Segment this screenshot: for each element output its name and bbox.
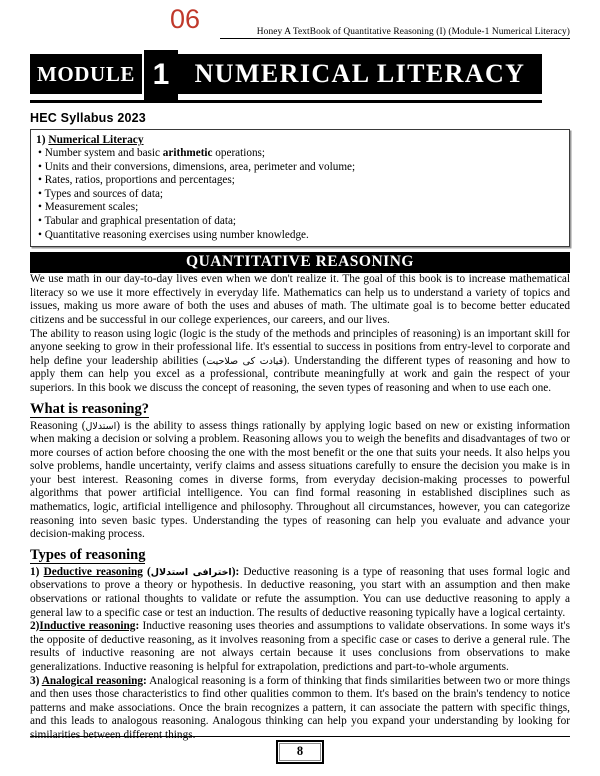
reasoning-type-colon: :	[135, 620, 140, 633]
syllabus-list-label: Numerical Literacy	[48, 134, 144, 146]
reasoning-type-label: Inductive reasoning	[39, 620, 136, 633]
syllabus-item-text: Units and their conversions, dimensions, area, perimeter and volume;	[44, 160, 356, 173]
running-head: Honey A TextBook of Quantitative Reasoning (I) (Module-1 Numerical Literacy)	[220, 27, 570, 39]
module-number-badge: 1	[144, 50, 178, 100]
syllabus-item	[36, 147, 564, 161]
reasoning-after-urdu: ) is the ability to assess things rationally by applying logic based on new or existing information when making a decision or solving a problem. Reasoning allows you to weigh the benefits and disadvantages of two or more courses of action before choosing the one with the most benefit or the one that suits your needs. It also helps you solve problems, handle uncertainty, verify claims and assess situations carefully to ensure the decision you make is in your best interest. Reasoning comes in diverse forms, from everyday decision-making processes to powerful algorithms that power artificial intelligence. You can find formal reasoning in established disciplines such as mathematics, logic, artificial intelligence and philosophy. Throughout all circumstances, however, you can categorize reasoning into seven basic types. Understanding the types of reasoning can help you evaluate and advance your decision-making process.	[30, 419, 570, 541]
syllabus-item	[36, 174, 564, 188]
bullet-icon: •	[38, 214, 45, 227]
page-header	[30, 0, 570, 48]
syllabus-item-list	[36, 147, 564, 242]
intro-p2-before-urdu: The ability to reason using logic (logic is the study of the methods and principles of reasoning) is an important skill for anyone seeking to grow in their professional life. It's essential to success in positions from entry-level to corporate and help define your leadership abilities (	[30, 327, 570, 367]
what-is-reasoning-heading: What is reasoning?	[30, 400, 149, 417]
syllabus-item-text: Quantitative reasoning exercises using number knowledge.	[44, 228, 309, 241]
bullet-icon: •	[38, 187, 45, 200]
reasoning-before-urdu: Reasoning (	[30, 419, 86, 432]
syllabus-item-emphasis: arithmetic	[162, 147, 213, 159]
reasoning-type-colon: :	[235, 565, 240, 578]
bullet-icon: •	[38, 201, 45, 214]
chapter-number: 06	[170, 4, 201, 34]
syllabus-item	[36, 229, 564, 243]
bullet-icon: •	[38, 147, 45, 159]
reasoning-type-text: Deductive reasoning is a type of reasoning that uses formal logic and observations to prove a theory or hypothesis. In deductive reasoning, you start with an assumption and then make observations or rational thoughts to validate or refute the assumption. You can use deductive reasoning to apply a general law to a specific case or test an induction. The results of deductive reasoning typically have a logical certainty.	[30, 565, 570, 619]
reasoning-type-paragraph	[30, 675, 570, 743]
syllabus-item-text: Types and sources of data;	[44, 187, 164, 200]
syllabus-item-text: Tabular and graphical presentation of data;	[44, 214, 237, 227]
syllabus-item-text: Rates, ratios, proportions and percentages;	[44, 174, 235, 187]
page-number: 8	[279, 743, 321, 761]
reasoning-type-list	[30, 566, 570, 743]
reasoning-type-text: Inductive reasoning uses theories and assumptions to validate observations. In some ways it's the opposite of deductive reasoning, as it involves reasoning from a specific case or cases to derive a general rule. The results of inductive reasoning are not always certain because it uses conclusions from observations to make generalizations. Inductive reasoning is helpful for extrapolation, predictions and part-to-whole arguments.	[30, 620, 570, 673]
module-title: NUMERICAL LITERACY	[178, 54, 542, 94]
bullet-icon: •	[38, 228, 45, 241]
types-of-reasoning-heading: Types of reasoning	[30, 546, 146, 563]
footer-divider	[30, 736, 570, 737]
reasoning-type-number: 1)	[30, 565, 44, 578]
bullet-icon: •	[38, 160, 45, 173]
syllabus-item-text-tail: operations;	[212, 147, 266, 159]
intro-paragraph-1: We use math in our day-to-day lives even when we don't realize it. The goal of this book is to increase mathematical literacy so we use it more effectively in everyday life. Mathematics can help us to understand a variety of topics and issues, making us more aware of both the uses and abuses of math. The ultimate goal is to become better educated citizens and be successful in our college experiences, our careers, and our lives.	[30, 273, 570, 326]
reasoning-type-label: Analogical reasoning	[41, 674, 144, 687]
syllabus-item-text: Number system and basic	[44, 147, 163, 159]
urdu-leadership-abilities: قیادت کی صلاحیت	[206, 355, 284, 367]
syllabus-item-text: Measurement scales;	[44, 201, 139, 214]
bullet-icon: •	[38, 174, 45, 187]
syllabus-item	[36, 201, 564, 215]
reasoning-type-paragraph	[30, 566, 570, 620]
page-number-wrap	[30, 740, 570, 764]
syllabus-heading: HEC Syllabus 2023	[30, 111, 146, 125]
reasoning-type-paren-open: (	[142, 565, 151, 578]
syllabus-item	[36, 188, 564, 202]
quantitative-reasoning-banner: QUANTITATIVE REASONING	[30, 252, 570, 273]
types-of-reasoning-heading-wrap	[30, 544, 570, 565]
reasoning-type-text: Analogical reasoning is a form of thinking that finds similarities between two or more things and then uses those characteristics to find other qualities common to them. It's based on the brain's tendency to notice patterns and make associations. Once the brain recognizes a pattern, it can associate the pattern with specific things, and this leads to analogous reasoning. Analogous thinking can help you expand your understanding by looking for similarities between different things.	[30, 674, 570, 741]
banner-divider	[30, 100, 542, 103]
syllabus-item	[36, 215, 564, 229]
syllabus-box	[30, 129, 570, 247]
reasoning-type-number: 3)	[30, 674, 42, 687]
syllabus-item	[36, 161, 564, 175]
reasoning-type-number: 2)	[30, 620, 40, 633]
reasoning-type-colon: :	[143, 674, 147, 687]
module-word-label: MODULE	[30, 54, 142, 94]
syllabus-list-title	[36, 134, 564, 146]
reasoning-type-label: Deductive reasoning	[43, 565, 143, 578]
what-is-reasoning-heading-wrap	[30, 398, 570, 419]
module-banner	[30, 50, 570, 102]
urdu-deductive-reasoning: اخترافی استدلال	[150, 566, 232, 578]
urdu-istidlal: استدلال	[85, 420, 117, 432]
intro-paragraph-2	[30, 328, 570, 396]
page-footer	[30, 736, 570, 764]
what-is-reasoning-paragraph	[30, 420, 570, 542]
intro-p2-after-urdu: ). Understanding the different types of reasoning and how to apply them can help you excel as a professional, contribute meaningfully at work and gain the respect of your superiors. In this book we discuss the concept of reasoning, the seven types of reasoning and when to use each one.	[30, 354, 570, 394]
reasoning-type-paren-close: )	[231, 565, 236, 578]
syllabus-list-number: 1)	[36, 134, 46, 146]
reasoning-type-paragraph	[30, 620, 570, 674]
page-number-box	[276, 740, 324, 764]
